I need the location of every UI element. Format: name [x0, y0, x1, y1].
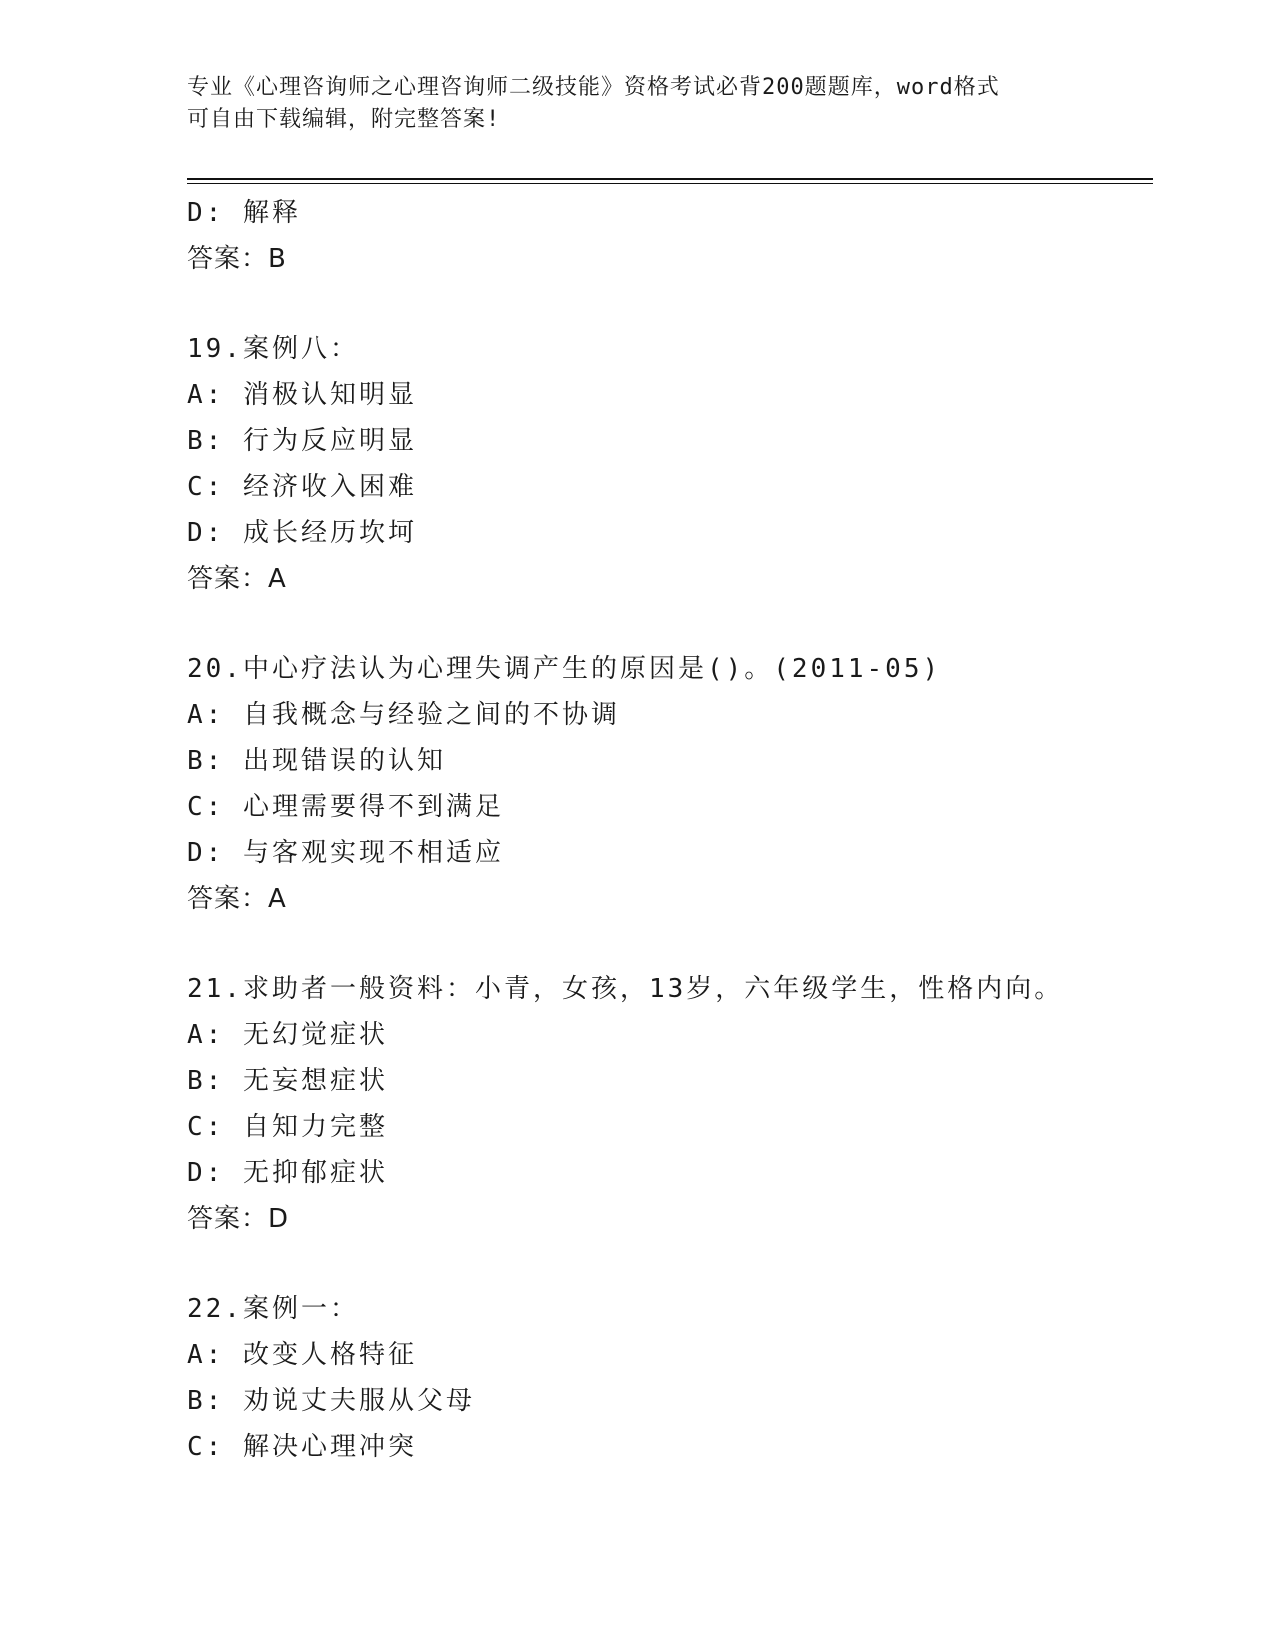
question-stem: 21.求助者一般资料：小青，女孩，13岁，六年级学生，性格内向。 [187, 974, 1064, 1004]
question-stem: 19.案例八： [187, 334, 359, 364]
option-c: C: 自知力完整 [187, 1112, 388, 1142]
option-a: A: 无幻觉症状 [187, 1020, 388, 1050]
option-d: D: 成长经历坎坷 [187, 518, 417, 548]
option-d: D: 解释 [187, 198, 301, 228]
option-a: A: 消极认知明显 [187, 380, 417, 410]
option-b: B: 劝说丈夫服从父母 [187, 1386, 475, 1416]
answer-line: 答案：A [187, 564, 287, 594]
question-stem: 20.中心疗法认为心理失调产生的原因是()。(2011-05) [187, 654, 942, 684]
option-a: A: 自我概念与经验之间的不协调 [187, 700, 620, 730]
question-21 [187, 966, 1147, 1242]
option-c: C: 心理需要得不到满足 [187, 792, 504, 822]
document-header [187, 72, 1087, 136]
option-b: B: 出现错误的认知 [187, 746, 446, 776]
question-20 [187, 646, 1147, 922]
question-stem: 22.案例一： [187, 1294, 359, 1324]
answer-line: 答案：B [187, 244, 287, 274]
answer-line: 答案：A [187, 884, 287, 914]
option-c: C: 经济收入困难 [187, 472, 417, 502]
option-c: C: 解决心理冲突 [187, 1432, 417, 1462]
answer-line: 答案：D [187, 1204, 290, 1234]
header-title-line-1: 专业《心理咨询师之心理咨询师二级技能》资格考试必背200题题库，word格式 [187, 75, 1000, 100]
question-22 [187, 1286, 1147, 1470]
question-19 [187, 326, 1147, 602]
option-a: A: 改变人格特征 [187, 1340, 417, 1370]
question-18-tail [187, 190, 1147, 282]
option-d: D: 无抑郁症状 [187, 1158, 388, 1188]
option-d: D: 与客观实现不相适应 [187, 838, 504, 868]
header-divider-thick [187, 178, 1153, 180]
question-list [187, 190, 1147, 1470]
option-b: B: 无妄想症状 [187, 1066, 388, 1096]
header-divider-thin [187, 183, 1153, 184]
option-b: B: 行为反应明显 [187, 426, 417, 456]
header-title-line-2: 可自由下载编辑，附完整答案! [187, 107, 501, 132]
